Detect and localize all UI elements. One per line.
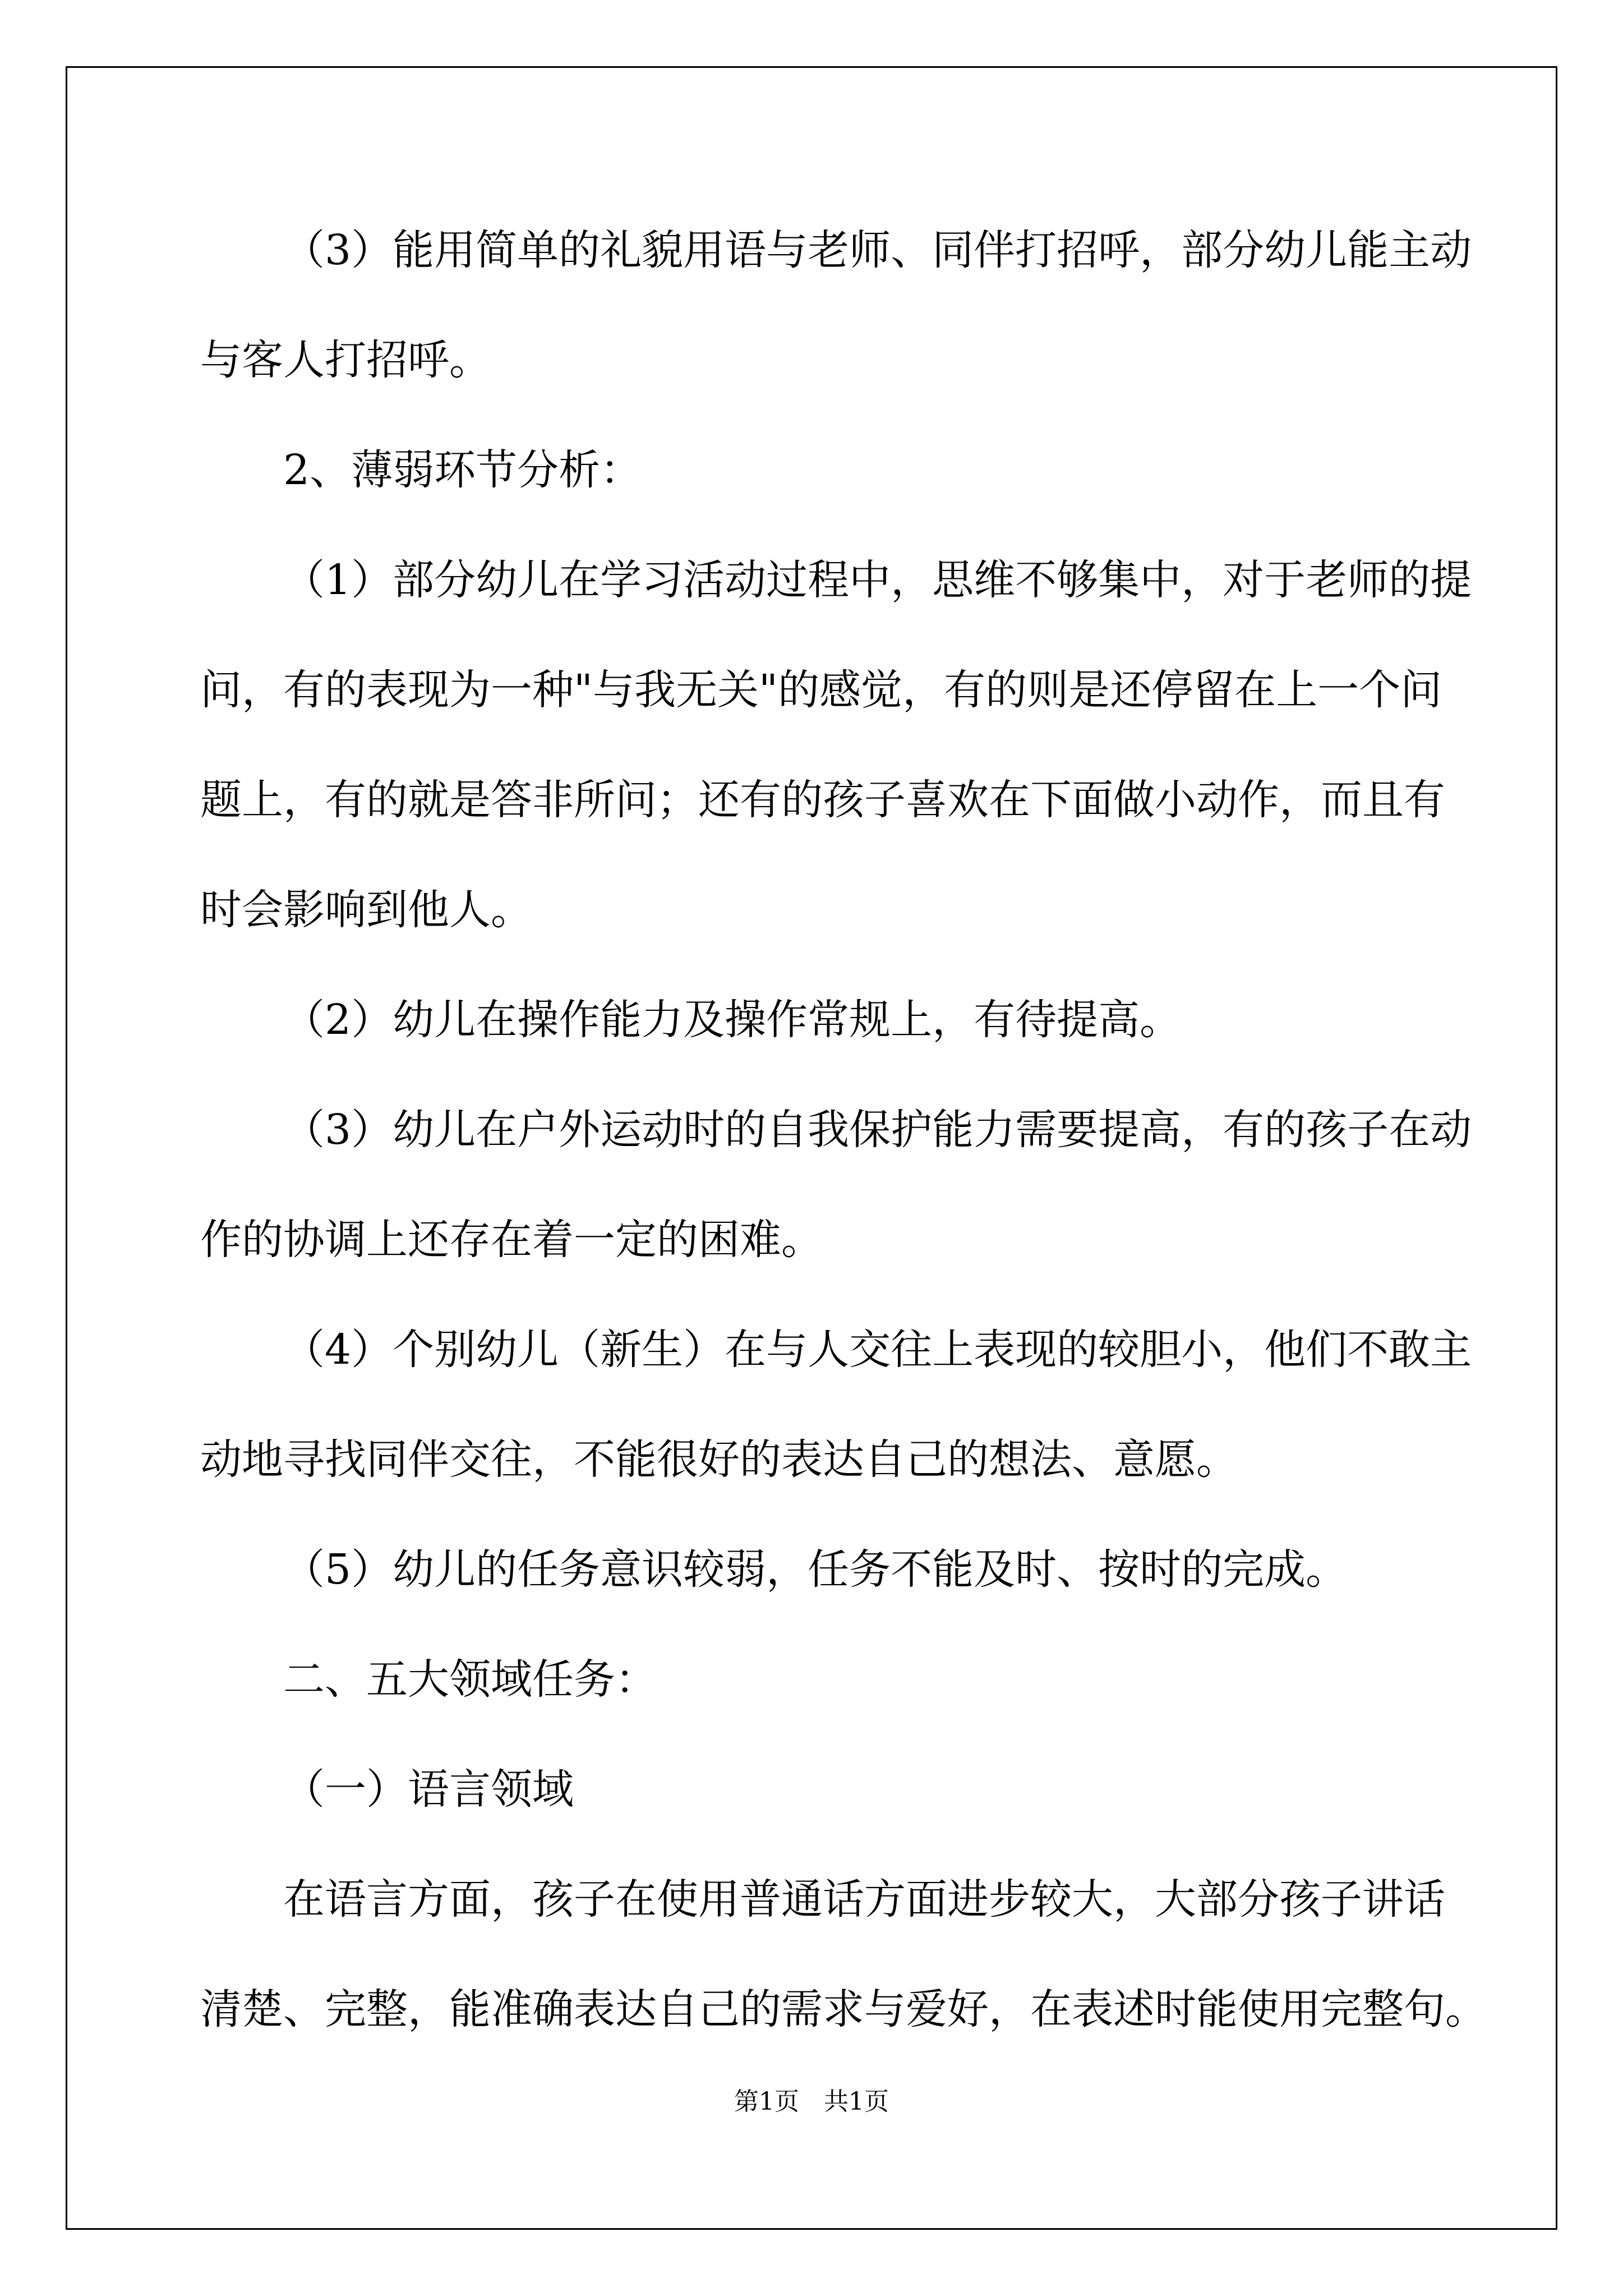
- page-number-footer: 第1页 共1页: [734, 2087, 889, 2116]
- text-line: （2）幼儿在操作能力及操作常规上，有待提高。: [283, 996, 1182, 1044]
- text-line: （5）幼儿的任务意识较弱，任务不能及时、按时的完成。: [283, 1545, 1348, 1594]
- text-line: （3）能用简单的礼貌用语与老师、同伴打招呼，部分幼儿能主动: [283, 226, 1472, 274]
- text-line: 时会影响到他人。: [200, 886, 532, 934]
- text-line: 清楚、完整，能准确表达自己的需求与爱好，在表述时能使用完整句。: [200, 1985, 1487, 2033]
- paragraph-operation: [200, 965, 1546, 1075]
- paragraph-attention: [200, 525, 1546, 965]
- text-line: 题上，有的就是答非所问；还有的孩子喜欢在下面做小动作，而且有: [200, 776, 1445, 824]
- text-line: 二、五大领域任务：: [283, 1655, 657, 1704]
- paragraph-greeting: [200, 195, 1546, 415]
- paragraph-language: [200, 1844, 1546, 2064]
- text-line: （1）部分幼儿在学习活动过程中，思维不够集中，对于老师的提: [283, 556, 1472, 604]
- text-line: 作的协调上还存在着一定的困难。: [200, 1216, 823, 1264]
- subsection-heading-language: [200, 1734, 1546, 1844]
- text-line: 2、薄弱环节分析：: [283, 446, 642, 494]
- text-line: 动地寻找同伴交往，不能很好的表达自己的想法、意愿。: [200, 1435, 1238, 1484]
- text-line: （3）幼儿在户外运动时的自我保护能力需要提高，有的孩子在动: [283, 1106, 1472, 1154]
- paragraph-task-awareness: [200, 1515, 1546, 1625]
- text-line: 在语言方面，孩子在使用普通话方面进步较大，大部分孩子讲话: [283, 1875, 1445, 1924]
- text-line: （一）语言领域: [283, 1765, 574, 1814]
- paragraph-outdoor: [200, 1075, 1546, 1295]
- text-line: 与客人打招呼。: [200, 336, 491, 384]
- text-line: （4）个别幼儿（新生）在与人交往上表现的较胆小，他们不敢主: [283, 1326, 1472, 1374]
- paragraph-weakness-heading: [200, 415, 1546, 525]
- paragraph-social: [200, 1295, 1546, 1515]
- section-heading-five-domains: [200, 1625, 1546, 1734]
- text-line: 问，有的表现为一种"与我无关"的感觉，有的则是还停留在上一个问: [200, 666, 1442, 714]
